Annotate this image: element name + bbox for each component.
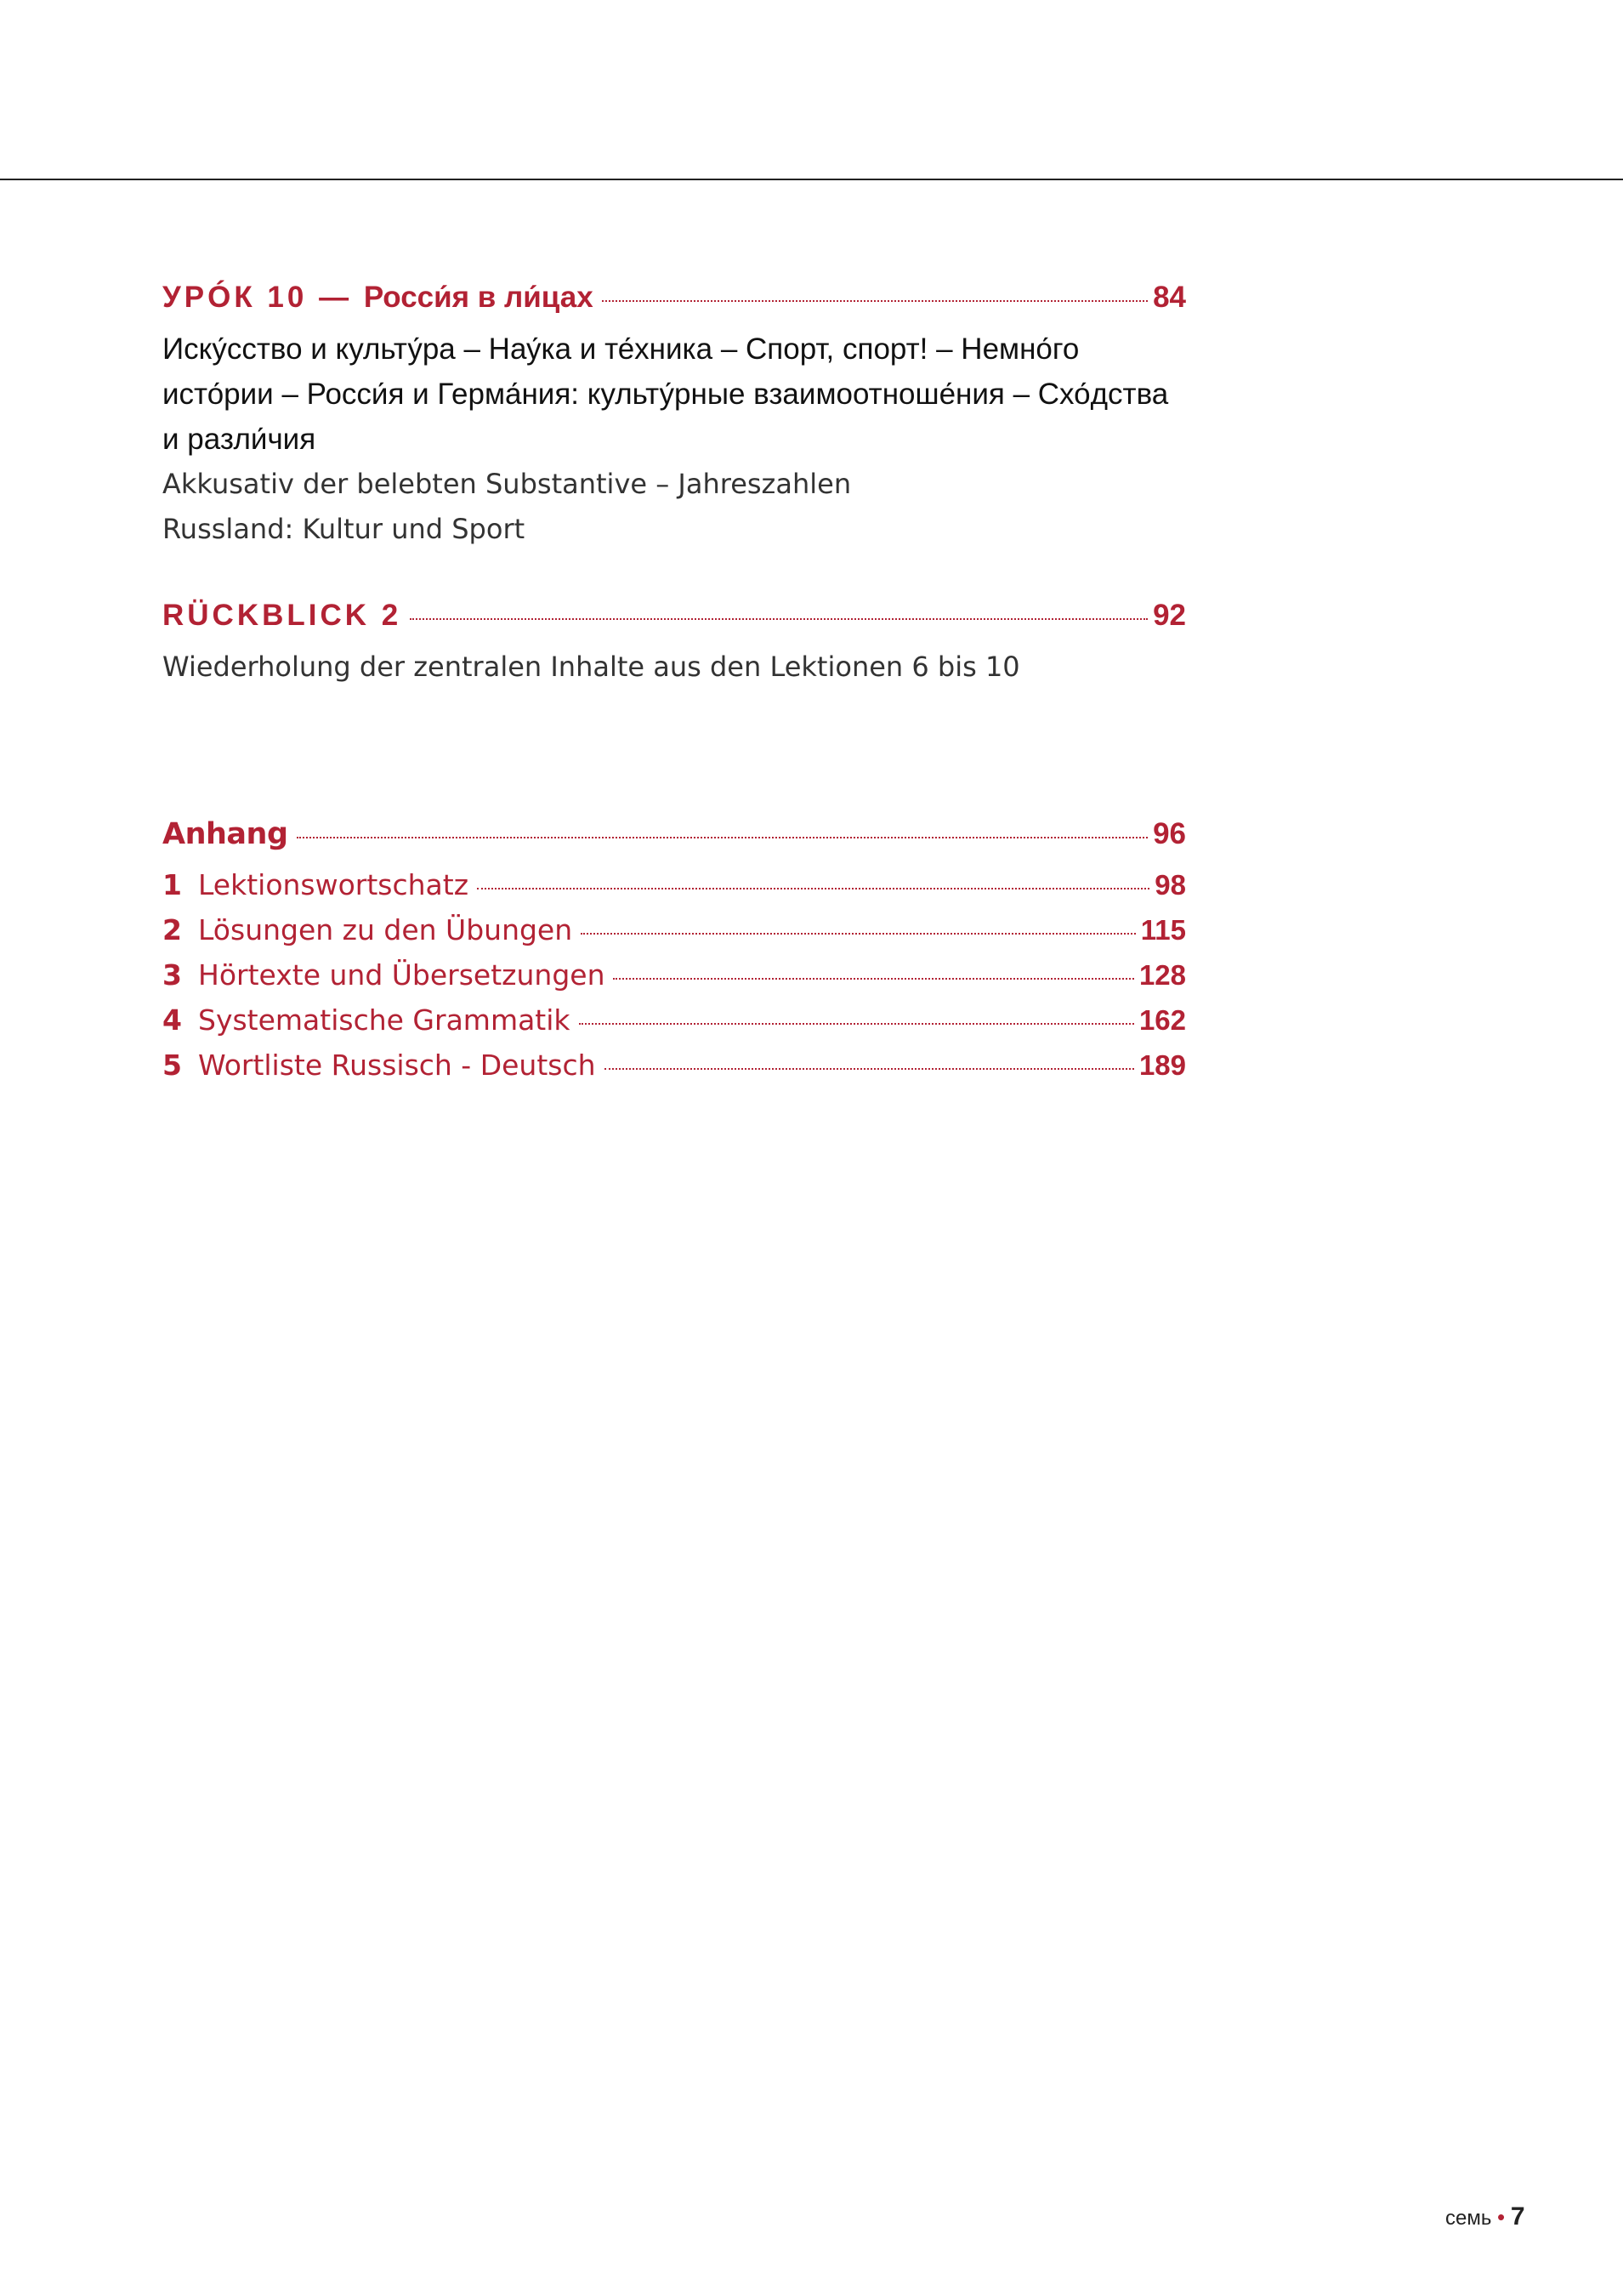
appendix-item[interactable] <box>162 913 1186 958</box>
item-label: Wortliste Russisch - Deutsch <box>198 1049 596 1082</box>
dot-leader <box>297 837 1149 838</box>
page-footer <box>1445 2202 1525 2231</box>
russian-topics: Иску́сство и культу́ра – Нау́ка и те́хника – Спорт, спорт! – Немно́го исто́рии – Росси́я и Герма́ния: культу́рные взаимоотноше́ния – Схо́дства и разли́чия <box>162 332 1169 456</box>
page-number: 7 <box>1510 2202 1525 2231</box>
toc-heading[interactable] <box>162 599 1186 633</box>
bullet-separator: • <box>1497 2204 1506 2230</box>
page-number: 128 <box>1138 959 1186 991</box>
page-number: 98 <box>1155 869 1186 901</box>
lesson-number-label: УРÓК 10 — <box>162 281 364 314</box>
item-number: 1 <box>162 868 182 901</box>
toc-appendix <box>162 817 1186 1094</box>
review-description: Wiederholung der zentralen Inhalte aus den Lektionen 6 bis 10 <box>162 651 1020 683</box>
culture-topics: Russland: Kultur und Sport <box>162 513 525 545</box>
page-number: 115 <box>1140 914 1186 946</box>
page-number: 162 <box>1138 1004 1186 1036</box>
toc-heading-title <box>162 599 401 633</box>
appendix-item[interactable] <box>162 868 1186 913</box>
toc-entry-lesson-10 <box>162 281 1186 552</box>
page-number: 96 <box>1153 817 1186 850</box>
page-number: 92 <box>1153 599 1186 632</box>
dot-leader <box>581 933 1136 935</box>
item-label: Hörtexte und Übersetzungen <box>198 958 605 992</box>
appendix-heading[interactable] <box>162 817 1186 851</box>
page-number-word: семь <box>1445 2207 1492 2230</box>
dot-leader <box>604 1068 1134 1070</box>
dot-leader <box>477 888 1149 889</box>
item-number: 5 <box>162 1049 182 1082</box>
appendix-title: Anhang <box>162 817 288 851</box>
item-label: Lektionswortschatz <box>198 868 469 901</box>
item-label: Lösungen zu den Übungen <box>198 913 573 946</box>
dot-leader <box>410 618 1148 620</box>
item-label: Systematische Grammatik <box>198 1003 570 1037</box>
dot-leader <box>613 978 1133 980</box>
appendix-item[interactable] <box>162 1003 1186 1049</box>
dot-leader <box>602 300 1148 302</box>
item-number: 2 <box>162 913 182 946</box>
toc-heading[interactable] <box>162 281 1186 315</box>
toc-heading-title <box>162 281 593 315</box>
item-number: 3 <box>162 958 182 992</box>
page-number: 189 <box>1138 1049 1186 1081</box>
page-number: 84 <box>1153 281 1186 314</box>
table-of-contents <box>162 281 1186 1094</box>
appendix-list <box>162 868 1186 1094</box>
appendix-item[interactable] <box>162 958 1186 1003</box>
toc-entry-review-2 <box>162 599 1186 690</box>
appendix-item[interactable] <box>162 1049 1186 1094</box>
review-title: RÜCKBLICK 2 <box>162 599 402 632</box>
lesson-title: Росси́я в ли́цах <box>363 281 593 314</box>
header-rule <box>0 179 1623 180</box>
grammar-topics: Akkusativ der belebten Substantive – Jahreszahlen <box>162 468 852 500</box>
item-number: 4 <box>162 1003 182 1037</box>
dot-leader <box>579 1023 1134 1025</box>
